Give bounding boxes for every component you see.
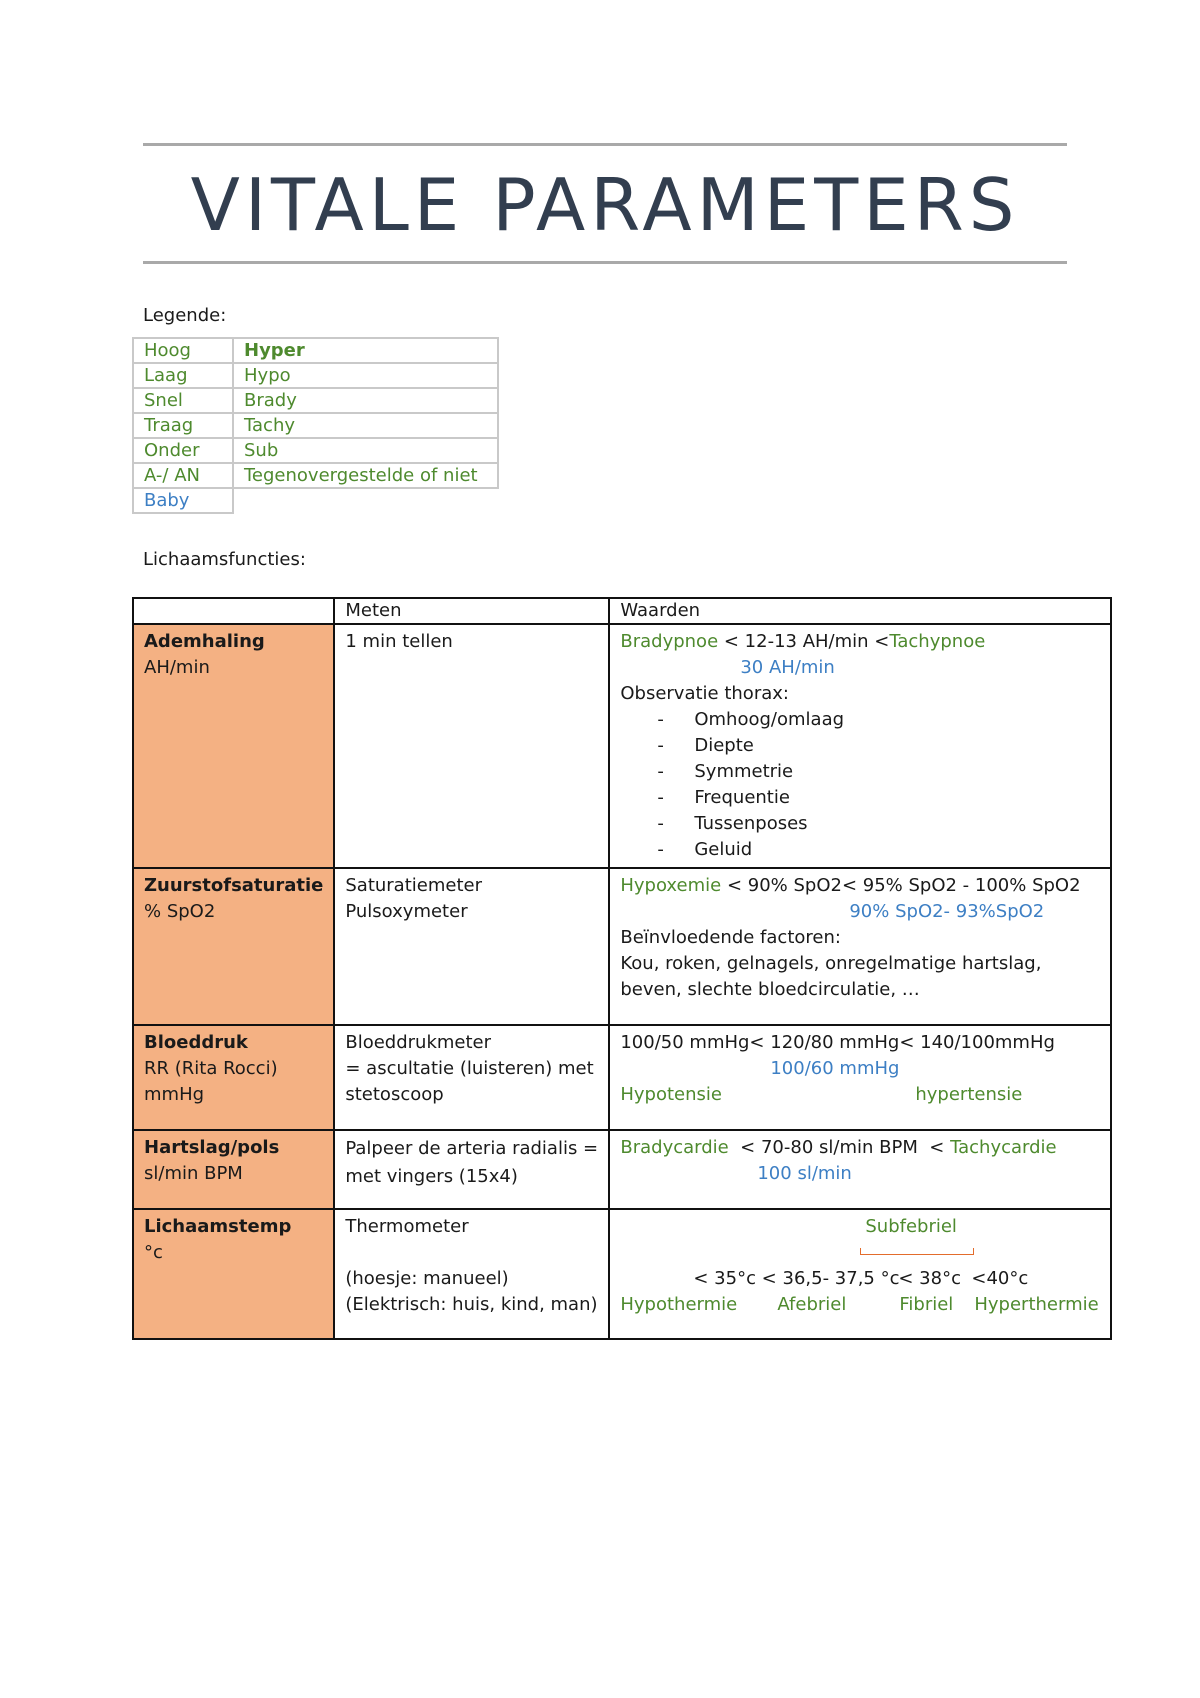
table-row-zuurstofsaturatie <box>133 868 1111 1025</box>
factors-label: Beïnvloedende factoren: <box>620 927 841 948</box>
high-term: Tachycardie <box>950 1137 1057 1158</box>
table-header-row <box>133 598 1111 624</box>
range-line <box>620 873 1100 899</box>
baby-value: 100/60 mmHg <box>770 1058 900 1079</box>
meten-text: (hoesje: manueel) <box>345 1268 509 1289</box>
temperature-scale <box>620 1214 1100 1322</box>
range-line <box>620 629 1100 655</box>
legend-table <box>132 337 499 514</box>
legend-meaning: Tachy <box>233 413 498 438</box>
row-waarden <box>609 1130 1111 1209</box>
temp-label: Afebriel <box>777 1294 847 1315</box>
table-row-hartslag <box>133 1130 1111 1209</box>
table-row-ademhaling <box>133 624 1111 868</box>
legend-term: Baby <box>133 488 233 513</box>
list-item: - Symmetrie <box>620 759 1100 785</box>
legend-term: Laag <box>133 363 233 388</box>
legend-term: Onder <box>133 438 233 463</box>
temp-range: < 38°c <box>898 1268 961 1289</box>
page-title: VITALE PARAMETERS <box>190 163 1020 247</box>
row-label <box>133 868 334 1025</box>
row-title: Zuurstofsaturatie <box>144 875 324 896</box>
baby-value: 100 sl/min <box>757 1163 852 1184</box>
header-waarden: Waarden <box>609 598 1111 624</box>
list-item: - Geluid <box>620 837 1100 863</box>
row-unit: RR (Rita Rocci) <box>144 1058 278 1079</box>
subfebriel-bracket <box>860 1248 974 1255</box>
title-bottom-rule <box>143 261 1067 264</box>
observation-label: Observatie thorax: <box>620 683 789 704</box>
meten-text: (Elektrisch: huis, kind, man) <box>345 1294 598 1315</box>
row-title: Bloeddruk <box>144 1032 248 1053</box>
row-waarden <box>609 1025 1111 1130</box>
baby-value: 30 AH/min <box>740 657 835 678</box>
list-item: - Omhoog/omlaag <box>620 707 1100 733</box>
range-text: < 12-13 AH/min < <box>718 631 890 652</box>
row-label <box>133 624 334 868</box>
row-meten <box>334 868 609 1025</box>
legend-row <box>133 413 498 438</box>
meten-text: = ascultatie (luisteren) met stetoscoop <box>345 1058 594 1105</box>
legend-meaning: Brady <box>233 388 498 413</box>
meten-text: Saturatiemeter <box>345 875 482 896</box>
meten-text: Bloeddrukmeter <box>345 1032 492 1053</box>
legend-row <box>133 463 498 488</box>
temp-label: Hypothermie <box>620 1294 738 1315</box>
row-waarden <box>609 868 1111 1025</box>
legend-term: A-/ AN <box>133 463 233 488</box>
row-waarden <box>609 1209 1111 1339</box>
legend-row <box>133 438 498 463</box>
observation-list <box>620 707 1100 863</box>
range-text: < 70-80 sl/min BPM < <box>728 1137 951 1158</box>
row-label <box>133 1209 334 1339</box>
vital-signs-table <box>132 597 1112 1340</box>
legend-row <box>133 388 498 413</box>
legend-meaning: Hyper <box>233 338 498 363</box>
low-term: Hypotensie <box>620 1084 722 1105</box>
high-term: hypertensie <box>915 1084 1023 1105</box>
factors-text: Kou, roken, gelnagels, onregelmatige hartslag, beven, slechte bloedcirculatie, … <box>620 953 1042 1000</box>
row-meten <box>334 1130 609 1209</box>
row-meten <box>334 1209 609 1339</box>
row-unit: % SpO2 <box>144 901 216 922</box>
row-title: Hartslag/pols <box>144 1137 280 1158</box>
range-line: 100/50 mmHg< 120/80 mmHg< 140/100mmHg <box>620 1032 1055 1053</box>
legend-row <box>133 338 498 363</box>
list-item: - Diepte <box>620 733 1100 759</box>
functions-label: Lichaamsfuncties: <box>143 549 306 570</box>
temp-label: Fibriel <box>899 1294 954 1315</box>
table-row-bloeddruk <box>133 1025 1111 1130</box>
meten-text: 1 min tellen <box>345 631 453 652</box>
legend-meaning-empty <box>233 488 498 513</box>
header-meten: Meten <box>334 598 609 624</box>
high-term: Tachypnoe <box>889 631 986 652</box>
range-text: < 90% SpO2< 95% SpO2 - 100% SpO2 <box>721 875 1081 896</box>
legend-row <box>133 363 498 388</box>
row-meten <box>334 624 609 868</box>
row-label <box>133 1130 334 1209</box>
low-term: Bradycardie <box>620 1137 729 1158</box>
temp-range: <40°c <box>971 1268 1029 1289</box>
header-empty <box>133 598 334 624</box>
list-item: - Frequentie <box>620 785 1100 811</box>
range-line <box>620 1135 1100 1161</box>
low-term: Bradypnoe <box>620 631 719 652</box>
legend-meaning: Hypo <box>233 363 498 388</box>
row-unit: °c <box>144 1242 163 1263</box>
subfebriel-label: Subfebriel <box>865 1216 957 1237</box>
row-meten <box>334 1025 609 1130</box>
legend-meaning: Sub <box>233 438 498 463</box>
row-label <box>133 1025 334 1130</box>
temp-range: < 35°c < 36,5- 37,5 °c <box>693 1268 900 1289</box>
legend-term: Snel <box>133 388 233 413</box>
row-title: Ademhaling <box>144 631 265 652</box>
table-row-lichaamstemp <box>133 1209 1111 1339</box>
meten-text: Thermometer <box>345 1216 469 1237</box>
legend-meaning: Tegenovergestelde of niet <box>233 463 498 488</box>
row-unit: mmHg <box>144 1084 205 1105</box>
row-waarden <box>609 624 1111 868</box>
legend-term: Hoog <box>133 338 233 363</box>
legend-term: Traag <box>133 413 233 438</box>
list-item: - Tussenposes <box>620 811 1100 837</box>
meten-text: Pulsoxymeter <box>345 901 468 922</box>
legend-row <box>133 488 498 513</box>
legend-label: Legende: <box>143 305 227 326</box>
title-top-rule <box>143 143 1067 146</box>
baby-value: 90% SpO2- 93%SpO2 <box>849 901 1045 922</box>
range-labels <box>620 1082 1100 1108</box>
low-term: Hypoxemie <box>620 875 722 896</box>
row-unit: AH/min <box>144 657 210 678</box>
temp-label: Hyperthermie <box>974 1294 1099 1315</box>
spacer <box>345 1240 598 1266</box>
row-unit: sl/min BPM <box>144 1163 243 1184</box>
meten-text: Palpeer de arteria radialis = met vingers (15x4) <box>345 1138 599 1187</box>
row-title: Lichaamstemp <box>144 1216 292 1237</box>
